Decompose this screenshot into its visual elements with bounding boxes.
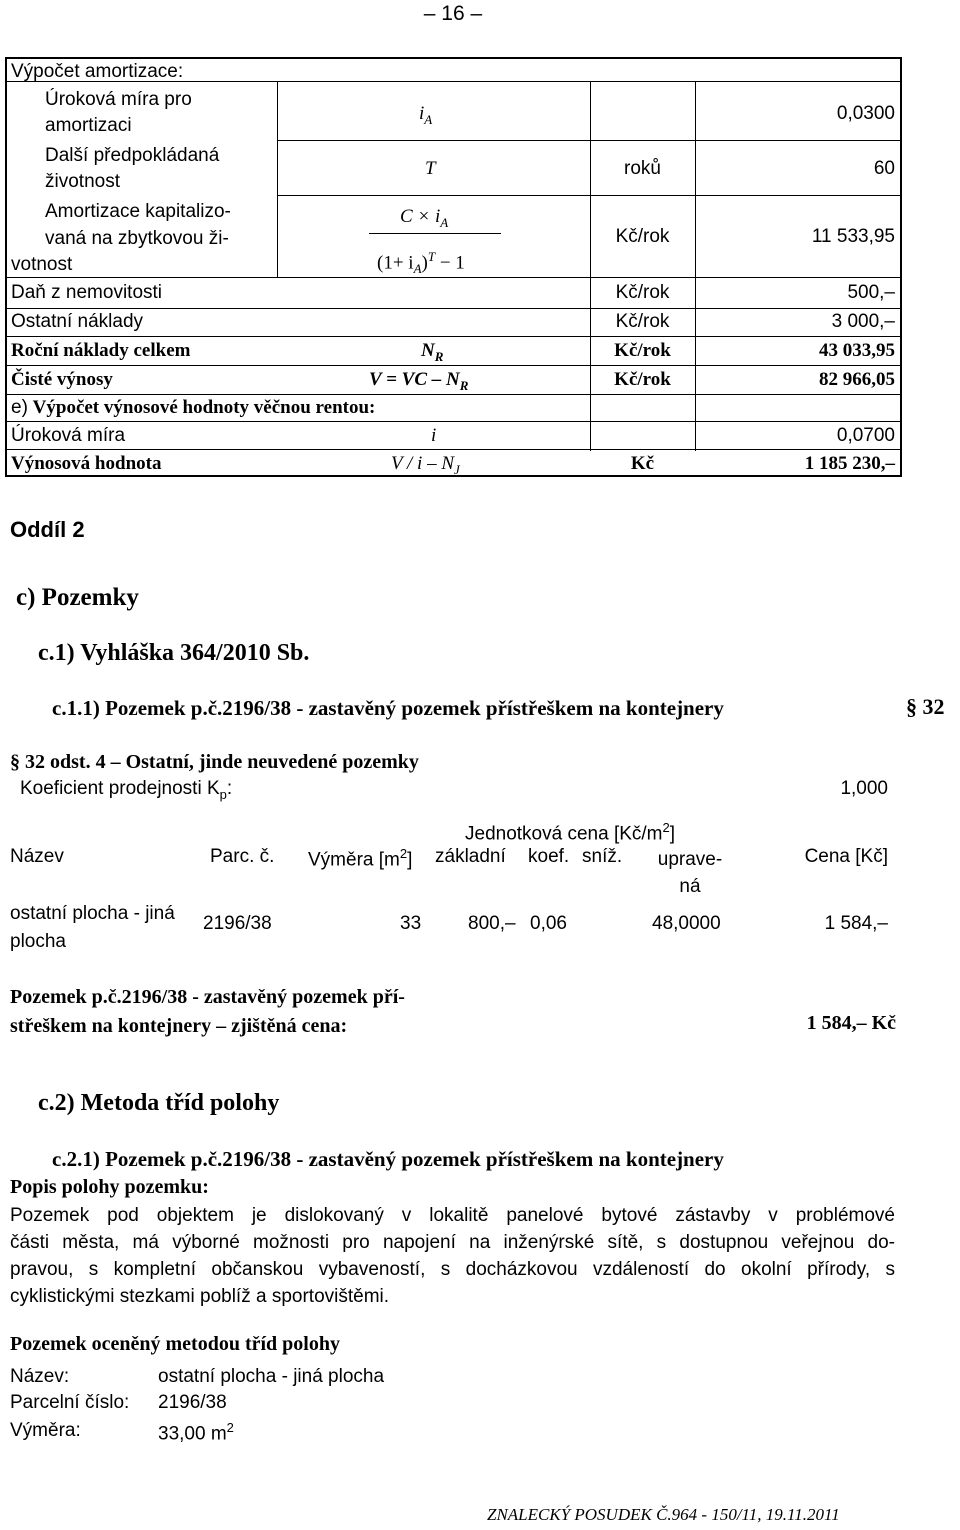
location-description: Pozemek pod objektem je dislokovaný v lokalitě panelové bytové zástavby v problémové části města, má výborné možnosti pro napojení na inženýrské sítě, s dostupnou veřejnou do- pravou, s kompletní občanskou vybaveností, s docházkovou vzdáleností do okolní přírody, s cyklistickými stezkami poblíž a sportovištěmi. — [10, 1205, 895, 1307]
page-number: – 16 – — [423, 2, 483, 25]
unit-net-yield: Kč/rok — [614, 369, 671, 390]
heading-land-parcel-tail: § 32 — [906, 694, 945, 719]
label-interest-amortization: Úroková míra pro amortizaci — [45, 89, 192, 136]
value-lifetime: 60 — [873, 158, 895, 179]
row-price: 1 584,– — [824, 913, 888, 934]
prop-area-value: 33,00 $m^2$ — [158, 1420, 234, 1445]
amortization-table — [5, 57, 902, 477]
value-interest-amortization: 0,0300 — [836, 103, 895, 124]
col-parcel: Parc. č. — [210, 846, 275, 867]
label-yield-value: Výnosová hodnota — [11, 453, 162, 474]
row-base: 800,– — [468, 913, 516, 934]
formula-numerator: $C \times i_A$ — [400, 206, 449, 230]
col-adjusted: uprave- ná — [657, 849, 723, 897]
col-price: Cena [Kč] — [804, 846, 888, 867]
symbol-i: i — [431, 425, 437, 446]
label-property-tax: Daň z nemovitosti — [11, 282, 163, 303]
value-capitalized-amortization: 11 533,95 — [811, 226, 895, 247]
label-capitalized-amortization-end: votnost — [11, 254, 73, 275]
heading-land: c) Pozemky — [16, 584, 139, 611]
sale-coefficient-value: 1,000 — [840, 778, 888, 799]
prop-name-value: ostatní plocha - jiná plocha — [158, 1366, 385, 1387]
unit-czk-year: Kč/rok — [615, 226, 670, 247]
result-label: Pozemek p.č.2196/38 - zastavěný pozemek pří- střeškem na kontejnery – zjištěná cena: — [10, 986, 405, 1037]
heading-location-method: c.2) Metoda tříd polohy — [38, 1090, 280, 1116]
section-heading: Oddíl 2 — [10, 517, 85, 542]
value-property-tax: 500,– — [847, 282, 895, 303]
col-coefficient: koef. — [528, 846, 570, 867]
paragraph-reference: § 32 odst. 4 – Ostatní, jinde neuvedené pozemky — [10, 751, 419, 773]
unit-annual-costs: Kč/rok — [614, 340, 671, 361]
result-value: 1 584,– Kč — [806, 1012, 896, 1034]
valued-land-title: Pozemek oceněný metodou tříd polohy — [10, 1333, 340, 1355]
col-reduction: sníž. — [582, 846, 623, 867]
unit-years: roků — [624, 158, 661, 179]
row-adjusted: 48,0000 — [652, 913, 721, 934]
symbol-ia: $i_A$ — [419, 103, 433, 127]
formula-denominator: $(1+ i_A)^T - 1$ — [377, 249, 465, 277]
label-capitalized-amortization: Amortizace kapitalizo- vaná na zbytkovou ži- — [45, 201, 231, 249]
symbol-nr: $N_R$ — [421, 340, 444, 364]
value-net-yield: 82 966,05 — [819, 369, 895, 390]
row-coefficient: 0,06 — [530, 913, 567, 934]
heading-decree: c.1) Vyhláška 364/2010 Sb. — [38, 640, 310, 666]
label-other-costs: Ostatní náklady — [11, 311, 144, 332]
col-base: základní — [435, 846, 506, 867]
formula-fraction-bar — [369, 233, 501, 234]
prop-area-label: Výměra: — [10, 1420, 81, 1441]
value-annual-costs: 43 033,95 — [819, 340, 895, 361]
col-name: Název — [10, 846, 64, 867]
value-other-costs: 3 000,– — [831, 311, 895, 332]
unit-other-costs: Kč/rok — [615, 311, 670, 332]
label-perpetual-rent-heading: e) Výpočet výnosové hodnoty věčnou rentou: — [11, 397, 376, 418]
label-annual-costs: Roční náklady celkem — [11, 340, 191, 361]
row-area: 33 — [400, 913, 422, 934]
unit-property-tax: Kč/rok — [615, 282, 670, 303]
sale-coefficient-label: Koeficient prodejnosti $K_p$: — [20, 778, 233, 802]
prop-parcel-value: 2196/38 — [158, 1392, 227, 1413]
heading-method-parcel: c.2.1) Pozemek p.č.2196/38 - zastavěný pozemek přístřeškem na kontejnery — [52, 1147, 724, 1171]
label-lifetime: Další předpokládaná životnost — [45, 145, 220, 192]
unit-yield-value: Kč — [630, 453, 655, 474]
symbol-t: T — [425, 158, 436, 179]
footer-text: ZNALECKÝ POSUDEK Č.964 - 150/11, 19.11.2011 — [487, 1505, 840, 1524]
row-parcel: 2196/38 — [203, 913, 272, 934]
amortization-title: Výpočet amortizace: — [11, 61, 184, 82]
value-interest-rate: 0,0700 — [836, 425, 895, 446]
unit-price-group-header: Jednotková cena $[Kč/m^2]$ — [465, 820, 676, 845]
location-description-title: Popis polohy pozemku: — [10, 1176, 209, 1198]
col-area: Výměra $[m^2]$ — [308, 846, 413, 871]
value-yield-value: 1 185 230,– — [804, 453, 895, 474]
symbol-yield-value: V / i – $N_J$ — [391, 453, 460, 477]
prop-parcel-label: Parcelní číslo: — [10, 1392, 130, 1413]
row-name: ostatní plocha - jiná plocha — [10, 903, 175, 952]
label-net-yield: Čisté výnosy — [11, 369, 113, 390]
prop-name-label: Název: — [10, 1366, 70, 1387]
heading-land-parcel: c.1.1) Pozemek p.č.2196/38 - zastavěný pozemek přístřeškem na kontejnery — [52, 696, 724, 720]
symbol-net-yield: V = VC – $N_R$ — [369, 369, 469, 393]
label-interest-rate: Úroková míra — [11, 425, 126, 446]
